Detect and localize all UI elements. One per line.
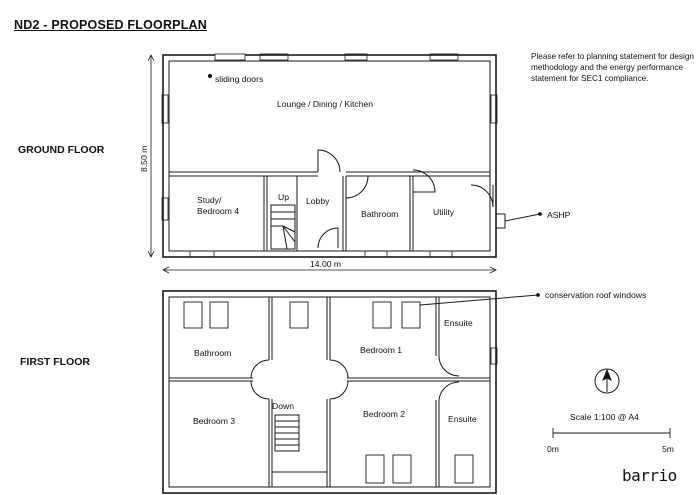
leader-dot [537,294,540,297]
width-dimension: 14.00 m [310,259,342,269]
stairs-up-label: Up [278,192,289,202]
room-bathroom-ground: Bathroom [361,209,399,219]
room-study-line1: Study/ [197,195,222,205]
ground-dimension-lines [148,55,496,273]
ground-doors [318,150,493,248]
depth-dimension: 8.50 m [139,145,149,172]
room-bedroom-2: Bedroom 2 [363,409,406,419]
planning-note: Please refer to planning statement for design methodology and the energy performance statement for SEC1 compliance. [531,52,694,83]
room-lounge-dining-kitchen: Lounge / Dining / Kitchen [277,99,374,109]
room-bedroom-1: Bedroom 1 [360,345,403,355]
room-ensuite-top: Ensuite [444,318,473,328]
room-ensuite-bottom: Ensuite [448,414,477,424]
brand-logo: barrio [622,466,677,485]
room-bedroom-3: Bedroom 3 [193,416,236,426]
scale-start: 0m [547,444,559,454]
ground-floor-walls [163,55,496,257]
scale-end: 5m [662,444,674,454]
roof-windows [184,302,473,483]
ashp-label: ASHP [547,210,571,220]
roof-windows-label: conservation roof windows [545,290,647,300]
first-floor-stairs [275,415,299,451]
ground-stairs [271,205,295,249]
stairs-down-label: Down [272,401,294,411]
ground-windows [162,54,497,257]
sliding-doors-marker [208,74,211,77]
ashp-leader [505,214,540,221]
scale-bar [553,428,670,438]
room-bathroom-first: Bathroom [194,348,232,358]
page-title: ND2 - PROPOSED FLOORPLAN [14,18,208,32]
north-arrow [595,369,619,393]
ground-floor-label: GROUND FLOOR [18,144,105,156]
room-lobby: Lobby [306,196,330,206]
ashp-unit [496,214,505,228]
scale-label: Scale 1:100 @ A4 [570,412,639,422]
ashp-dot [539,213,542,216]
room-study-line2: Bedroom 4 [197,206,240,216]
sliding-doors-label: sliding doors [215,74,264,84]
room-utility: Utility [433,207,455,217]
first-floor-label: FIRST FLOOR [20,356,90,368]
